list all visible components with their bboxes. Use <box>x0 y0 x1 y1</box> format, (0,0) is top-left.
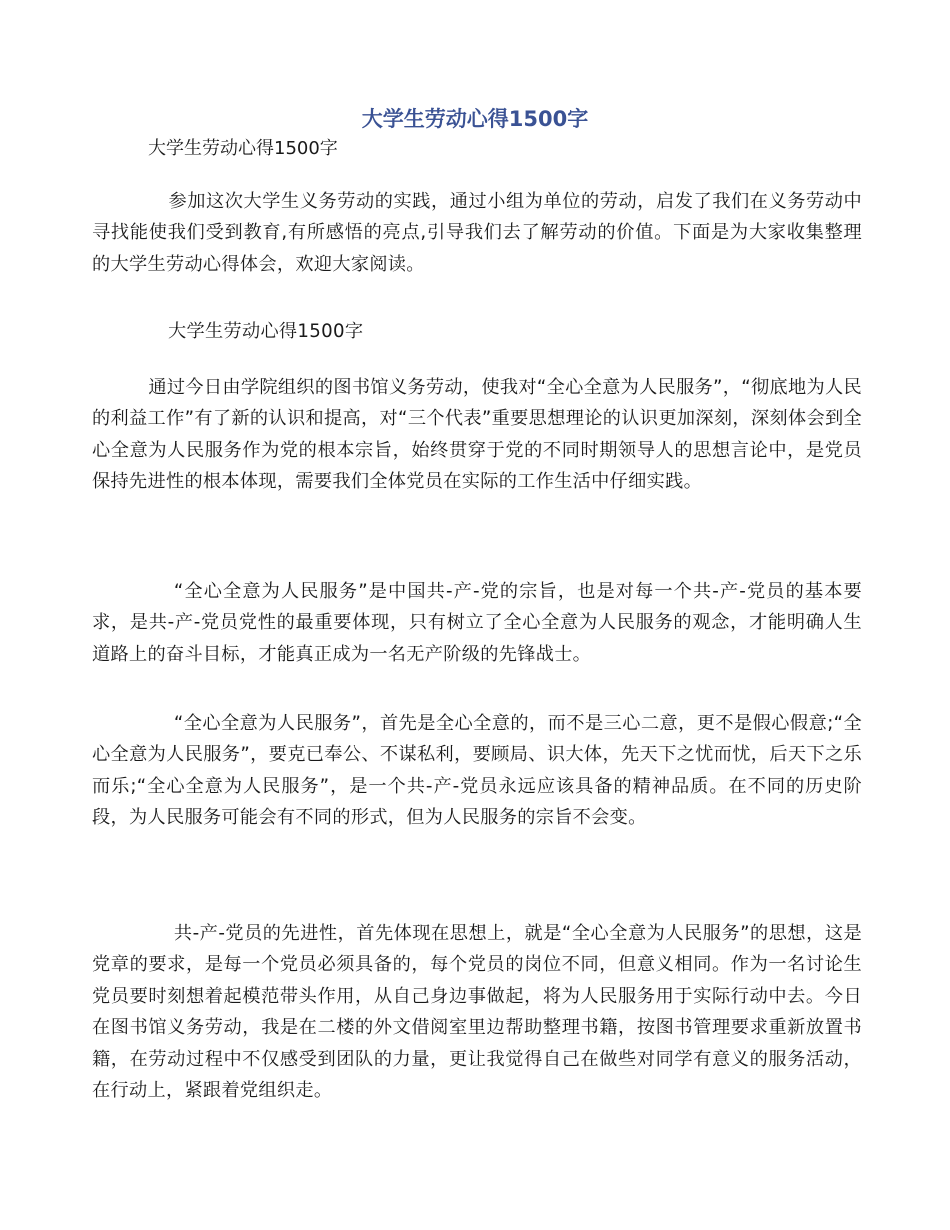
document-title: 大学生劳动心得1500字 <box>361 107 589 131</box>
document-subtitle: 大学生劳动心得1500字 <box>148 138 338 159</box>
paragraph-body-4: 共-产-党员的先进性，首先体现在思想上，就是“全心全意为人民服务”的思想，这是党章的要求，是每一个党员必须具备的，每个党员的岗位不同，但意义相同。作为一名讨论生党员要时刻想着起模范带头作用，从自己身边事做起，将为人民服务用于实际行动中去。今日在图书馆义务劳动，我是在二楼的外文借阅室里边帮助整理书籍，按图书管理要求重新放置书籍，在劳动过程中不仅感受到团队的力量，更让我觉得自己在做些对同学有意义的服务活动，在行动上，紧跟着党组织走。 <box>92 923 862 1102</box>
paragraph-body-2: “全心全意为人民服务”是中国共-产-党的宗旨，也是对每一个共-产-党员的基本要求，是共-产-党员党性的最重要体现，只有树立了全心全意为人民服务的观念，才能明确人生道路上的奋斗目标，才能真正成为一名无产阶级的先锋战士。 <box>92 581 862 665</box>
paragraph-body-3: “全心全意为人民服务”，首先是全心全意的，而不是三心二意，更不是假心假意;“全心全意为人民服务”，要克已奉公、不谋私利，要顾局、识大体，先天下之忧而忧，后天下之乐而乐;“全心全意为人民服务”，是一个共-产-党员永远应该具备的精神品质。在不同的历史阶段，为人民服务可能会有不同的形式，但为人民服务的宗旨不会变。 <box>92 713 862 829</box>
paragraph-intro: 参加这次大学生义务劳动的实践，通过小组为单位的劳动，启发了我们在义务劳动中寻找能使我们受到教育,有所感悟的亮点,引导我们去了解劳动的价值。下面是为大家收集整理的大学生劳动心得体会，欢迎大家阅读。 <box>92 191 862 275</box>
paragraph-body-1: 通过今日由学院组织的图书馆义务劳动，使我对“全心全意为人民服务”，“彻底地为人民的利益工作”有了新的认识和提高，对“三个代表”重要思想理论的认识更加深刻，深刻体会到全心全意为人民服务作为党的根本宗旨，始终贯穿于党的不同时期领导人的思想言论中，是党员保持先进性的根本体现，需要我们全体党员在实际的工作生活中仔细实践。 <box>92 377 862 493</box>
section-heading: 大学生劳动心得1500字 <box>168 321 364 342</box>
